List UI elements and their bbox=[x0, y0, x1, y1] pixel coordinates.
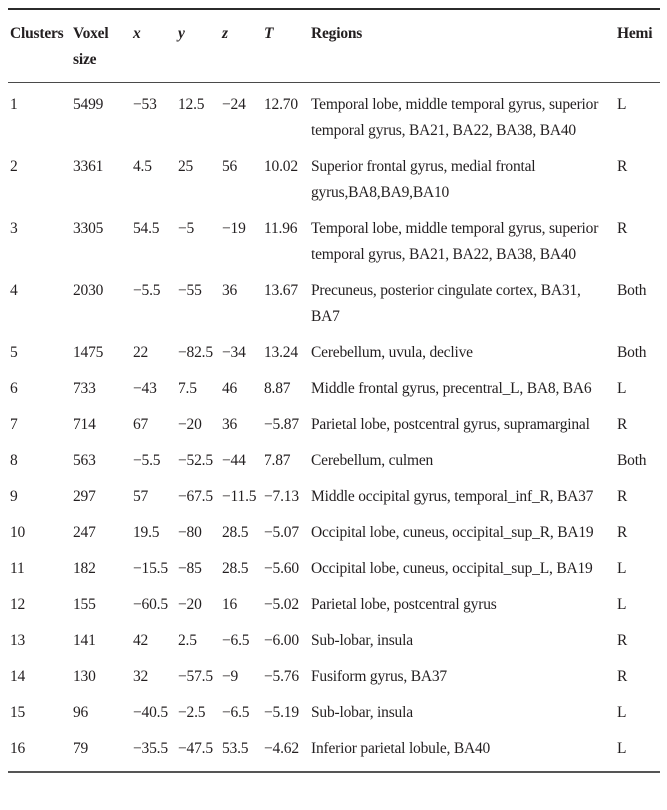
cell-y: −47.5 bbox=[178, 740, 213, 757]
cell-y: −67.5 bbox=[178, 488, 213, 505]
cell-clusters: 4 bbox=[10, 282, 18, 299]
cell-y: −5 bbox=[178, 220, 195, 237]
table-row bbox=[8, 659, 660, 695]
cell-x: −35.5 bbox=[133, 740, 168, 757]
cell-voxel_size: 2030 bbox=[73, 282, 104, 299]
cell-clusters: 6 bbox=[10, 380, 18, 397]
cell-hemi: R bbox=[617, 488, 628, 505]
cell-z: −9 bbox=[222, 668, 239, 685]
cell-hemi: Both bbox=[617, 344, 647, 361]
cell-regions: Occipital lobe, cuneus, occipital_sup_R, BA19 bbox=[311, 524, 594, 541]
table-row bbox=[8, 211, 660, 273]
table-row bbox=[8, 407, 660, 443]
cell-x: −40.5 bbox=[133, 704, 168, 721]
cell-clusters: 8 bbox=[10, 452, 18, 469]
cell-hemi: L bbox=[617, 740, 627, 757]
cell-hemi: R bbox=[617, 524, 628, 541]
cell-regions: Parietal lobe, postcentral gyrus bbox=[311, 596, 497, 613]
cell-clusters: 7 bbox=[10, 416, 18, 433]
cell-t: −6.00 bbox=[264, 632, 299, 649]
cell-regions: Middle occipital gyrus, temporal_inf_R, BA37 bbox=[311, 488, 594, 505]
cell-hemi: L bbox=[617, 596, 627, 613]
cell-t: 7.87 bbox=[264, 452, 291, 469]
cell-x: 57 bbox=[133, 488, 149, 505]
table-row bbox=[8, 695, 660, 731]
cell-regions: Temporal lobe, middle temporal gyrus, superior temporal gyrus, BA21, BA22, BA38, BA40 bbox=[311, 96, 599, 139]
cell-regions: Sub-lobar, insula bbox=[311, 704, 413, 721]
cell-regions: Occipital lobe, cuneus, occipital_sup_L, BA19 bbox=[311, 560, 593, 577]
cell-hemi: R bbox=[617, 220, 628, 237]
cell-clusters: 11 bbox=[10, 560, 25, 577]
cell-clusters: 9 bbox=[10, 488, 18, 505]
cell-x: 32 bbox=[133, 668, 149, 685]
cell-regions: Temporal lobe, middle temporal gyrus, superior temporal gyrus, BA21, BA22, BA38, BA40 bbox=[311, 220, 599, 263]
cell-x: 67 bbox=[133, 416, 149, 433]
cell-clusters: 10 bbox=[10, 524, 26, 541]
cell-t: −5.07 bbox=[264, 524, 299, 541]
cell-y: −82.5 bbox=[178, 344, 213, 361]
cell-clusters: 12 bbox=[10, 596, 26, 613]
cell-z: −11.5 bbox=[222, 488, 257, 505]
cell-z: 28.5 bbox=[222, 524, 249, 541]
cell-clusters: 15 bbox=[10, 704, 26, 721]
cell-x: 4.5 bbox=[133, 158, 152, 175]
cell-t: 11.96 bbox=[264, 220, 298, 237]
table-row bbox=[8, 515, 660, 551]
cell-x: 54.5 bbox=[133, 220, 160, 237]
cell-regions: Superior frontal gyrus, medial frontal gyrus,BA8,BA9,BA10 bbox=[311, 158, 536, 201]
cell-x: 19.5 bbox=[133, 524, 160, 541]
cell-x: −43 bbox=[133, 380, 157, 397]
header-row bbox=[8, 9, 660, 83]
table-row bbox=[8, 83, 660, 150]
cell-hemi: L bbox=[617, 560, 627, 577]
cell-x: −60.5 bbox=[133, 596, 168, 613]
cell-clusters: 16 bbox=[10, 740, 26, 757]
cell-y: −80 bbox=[178, 524, 202, 541]
cell-regions: Middle frontal gyrus, precentral_L, BA8, BA6 bbox=[311, 380, 592, 397]
column-header-voxel-size: Voxel size bbox=[71, 9, 131, 83]
table-row bbox=[8, 335, 660, 371]
cell-z: 53.5 bbox=[222, 740, 249, 757]
cell-voxel_size: 155 bbox=[73, 596, 96, 613]
cell-hemi: L bbox=[617, 704, 627, 721]
table-row bbox=[8, 443, 660, 479]
cell-voxel_size: 96 bbox=[73, 704, 89, 721]
cell-regions: Precuneus, posterior cingulate cortex, BA31, BA7 bbox=[311, 282, 581, 325]
cell-t: 10.02 bbox=[264, 158, 298, 175]
cell-hemi: R bbox=[617, 158, 628, 175]
table-header bbox=[8, 9, 660, 83]
cell-y: −20 bbox=[178, 596, 202, 613]
cell-hemi: R bbox=[617, 668, 628, 685]
cell-voxel_size: 297 bbox=[73, 488, 96, 505]
column-header-z: z bbox=[220, 9, 262, 83]
cell-clusters: 1 bbox=[10, 96, 18, 113]
cell-regions: Cerebellum, culmen bbox=[311, 452, 434, 469]
cell-t: −5.60 bbox=[264, 560, 299, 577]
cell-z: −44 bbox=[222, 452, 246, 469]
cell-clusters: 3 bbox=[10, 220, 18, 237]
table-row bbox=[8, 587, 660, 623]
cell-regions: Inferior parietal lobule, BA40 bbox=[311, 740, 491, 757]
cell-voxel_size: 182 bbox=[73, 560, 96, 577]
cell-t: 12.70 bbox=[264, 96, 298, 113]
table-body bbox=[8, 83, 660, 773]
table-row bbox=[8, 273, 660, 335]
cell-y: 2.5 bbox=[178, 632, 197, 649]
cell-y: −52.5 bbox=[178, 452, 213, 469]
cell-y: 7.5 bbox=[178, 380, 197, 397]
cell-voxel_size: 1475 bbox=[73, 344, 104, 361]
table-row bbox=[8, 731, 660, 772]
cell-z: 28.5 bbox=[222, 560, 249, 577]
cell-voxel_size: 733 bbox=[73, 380, 96, 397]
cell-x: −53 bbox=[133, 96, 157, 113]
table-row bbox=[8, 551, 660, 587]
cell-z: 36 bbox=[222, 282, 238, 299]
cell-z: 56 bbox=[222, 158, 238, 175]
cell-voxel_size: 563 bbox=[73, 452, 96, 469]
cell-clusters: 14 bbox=[10, 668, 26, 685]
cell-regions: Sub-lobar, insula bbox=[311, 632, 413, 649]
cell-z: 16 bbox=[222, 596, 238, 613]
cell-hemi: R bbox=[617, 632, 628, 649]
cell-t: −4.62 bbox=[264, 740, 299, 757]
cluster-results-table bbox=[8, 8, 660, 773]
cell-y: −57.5 bbox=[178, 668, 213, 685]
cell-regions: Cerebellum, uvula, declive bbox=[311, 344, 473, 361]
table-row bbox=[8, 623, 660, 659]
cell-y: 12.5 bbox=[178, 96, 205, 113]
cell-voxel_size: 141 bbox=[73, 632, 96, 649]
cell-hemi: Both bbox=[617, 282, 647, 299]
column-header-hemi: Hemi bbox=[615, 9, 660, 83]
cell-voxel_size: 3361 bbox=[73, 158, 104, 175]
cell-t: −5.02 bbox=[264, 596, 299, 613]
cell-z: 36 bbox=[222, 416, 238, 433]
cell-x: −15.5 bbox=[133, 560, 168, 577]
cell-voxel_size: 130 bbox=[73, 668, 96, 685]
column-header-t: T bbox=[262, 9, 309, 83]
cell-x: 22 bbox=[133, 344, 149, 361]
cell-t: 13.67 bbox=[264, 282, 298, 299]
cell-x: −5.5 bbox=[133, 282, 161, 299]
cell-voxel_size: 79 bbox=[73, 740, 89, 757]
cell-voxel_size: 5499 bbox=[73, 96, 104, 113]
cell-x: −5.5 bbox=[133, 452, 161, 469]
cell-y: −55 bbox=[178, 282, 202, 299]
cell-clusters: 2 bbox=[10, 158, 18, 175]
cell-t: −5.87 bbox=[264, 416, 299, 433]
column-header-clusters: Clusters bbox=[8, 9, 71, 83]
cell-hemi: R bbox=[617, 416, 628, 433]
cell-regions: Parietal lobe, postcentral gyrus, supramarginal bbox=[311, 416, 590, 433]
cell-hemi: Both bbox=[617, 452, 647, 469]
cell-z: −24 bbox=[222, 96, 246, 113]
cell-voxel_size: 3305 bbox=[73, 220, 104, 237]
cell-voxel_size: 247 bbox=[73, 524, 96, 541]
cell-z: −6.5 bbox=[222, 632, 250, 649]
cell-hemi: L bbox=[617, 96, 627, 113]
cell-voxel_size: 714 bbox=[73, 416, 96, 433]
cell-clusters: 5 bbox=[10, 344, 18, 361]
cell-y: −20 bbox=[178, 416, 202, 433]
cell-t: −5.19 bbox=[264, 704, 299, 721]
cell-y: −2.5 bbox=[178, 704, 206, 721]
table-row bbox=[8, 479, 660, 515]
cell-hemi: L bbox=[617, 380, 627, 397]
column-header-y: y bbox=[176, 9, 220, 83]
cell-x: 42 bbox=[133, 632, 149, 649]
table-row bbox=[8, 149, 660, 211]
cell-z: −6.5 bbox=[222, 704, 250, 721]
cell-y: −85 bbox=[178, 560, 202, 577]
column-header-regions: Regions bbox=[309, 9, 615, 83]
cell-clusters: 13 bbox=[10, 632, 26, 649]
column-header-x: x bbox=[131, 9, 176, 83]
cell-t: −5.76 bbox=[264, 668, 299, 685]
cell-t: 13.24 bbox=[264, 344, 298, 361]
table-row bbox=[8, 371, 660, 407]
cell-regions: Fusiform gyrus, BA37 bbox=[311, 668, 447, 685]
cell-z: 46 bbox=[222, 380, 238, 397]
cell-z: −34 bbox=[222, 344, 246, 361]
cell-t: 8.87 bbox=[264, 380, 291, 397]
cell-z: −19 bbox=[222, 220, 246, 237]
cell-t: −7.13 bbox=[264, 488, 299, 505]
cell-y: 25 bbox=[178, 158, 194, 175]
